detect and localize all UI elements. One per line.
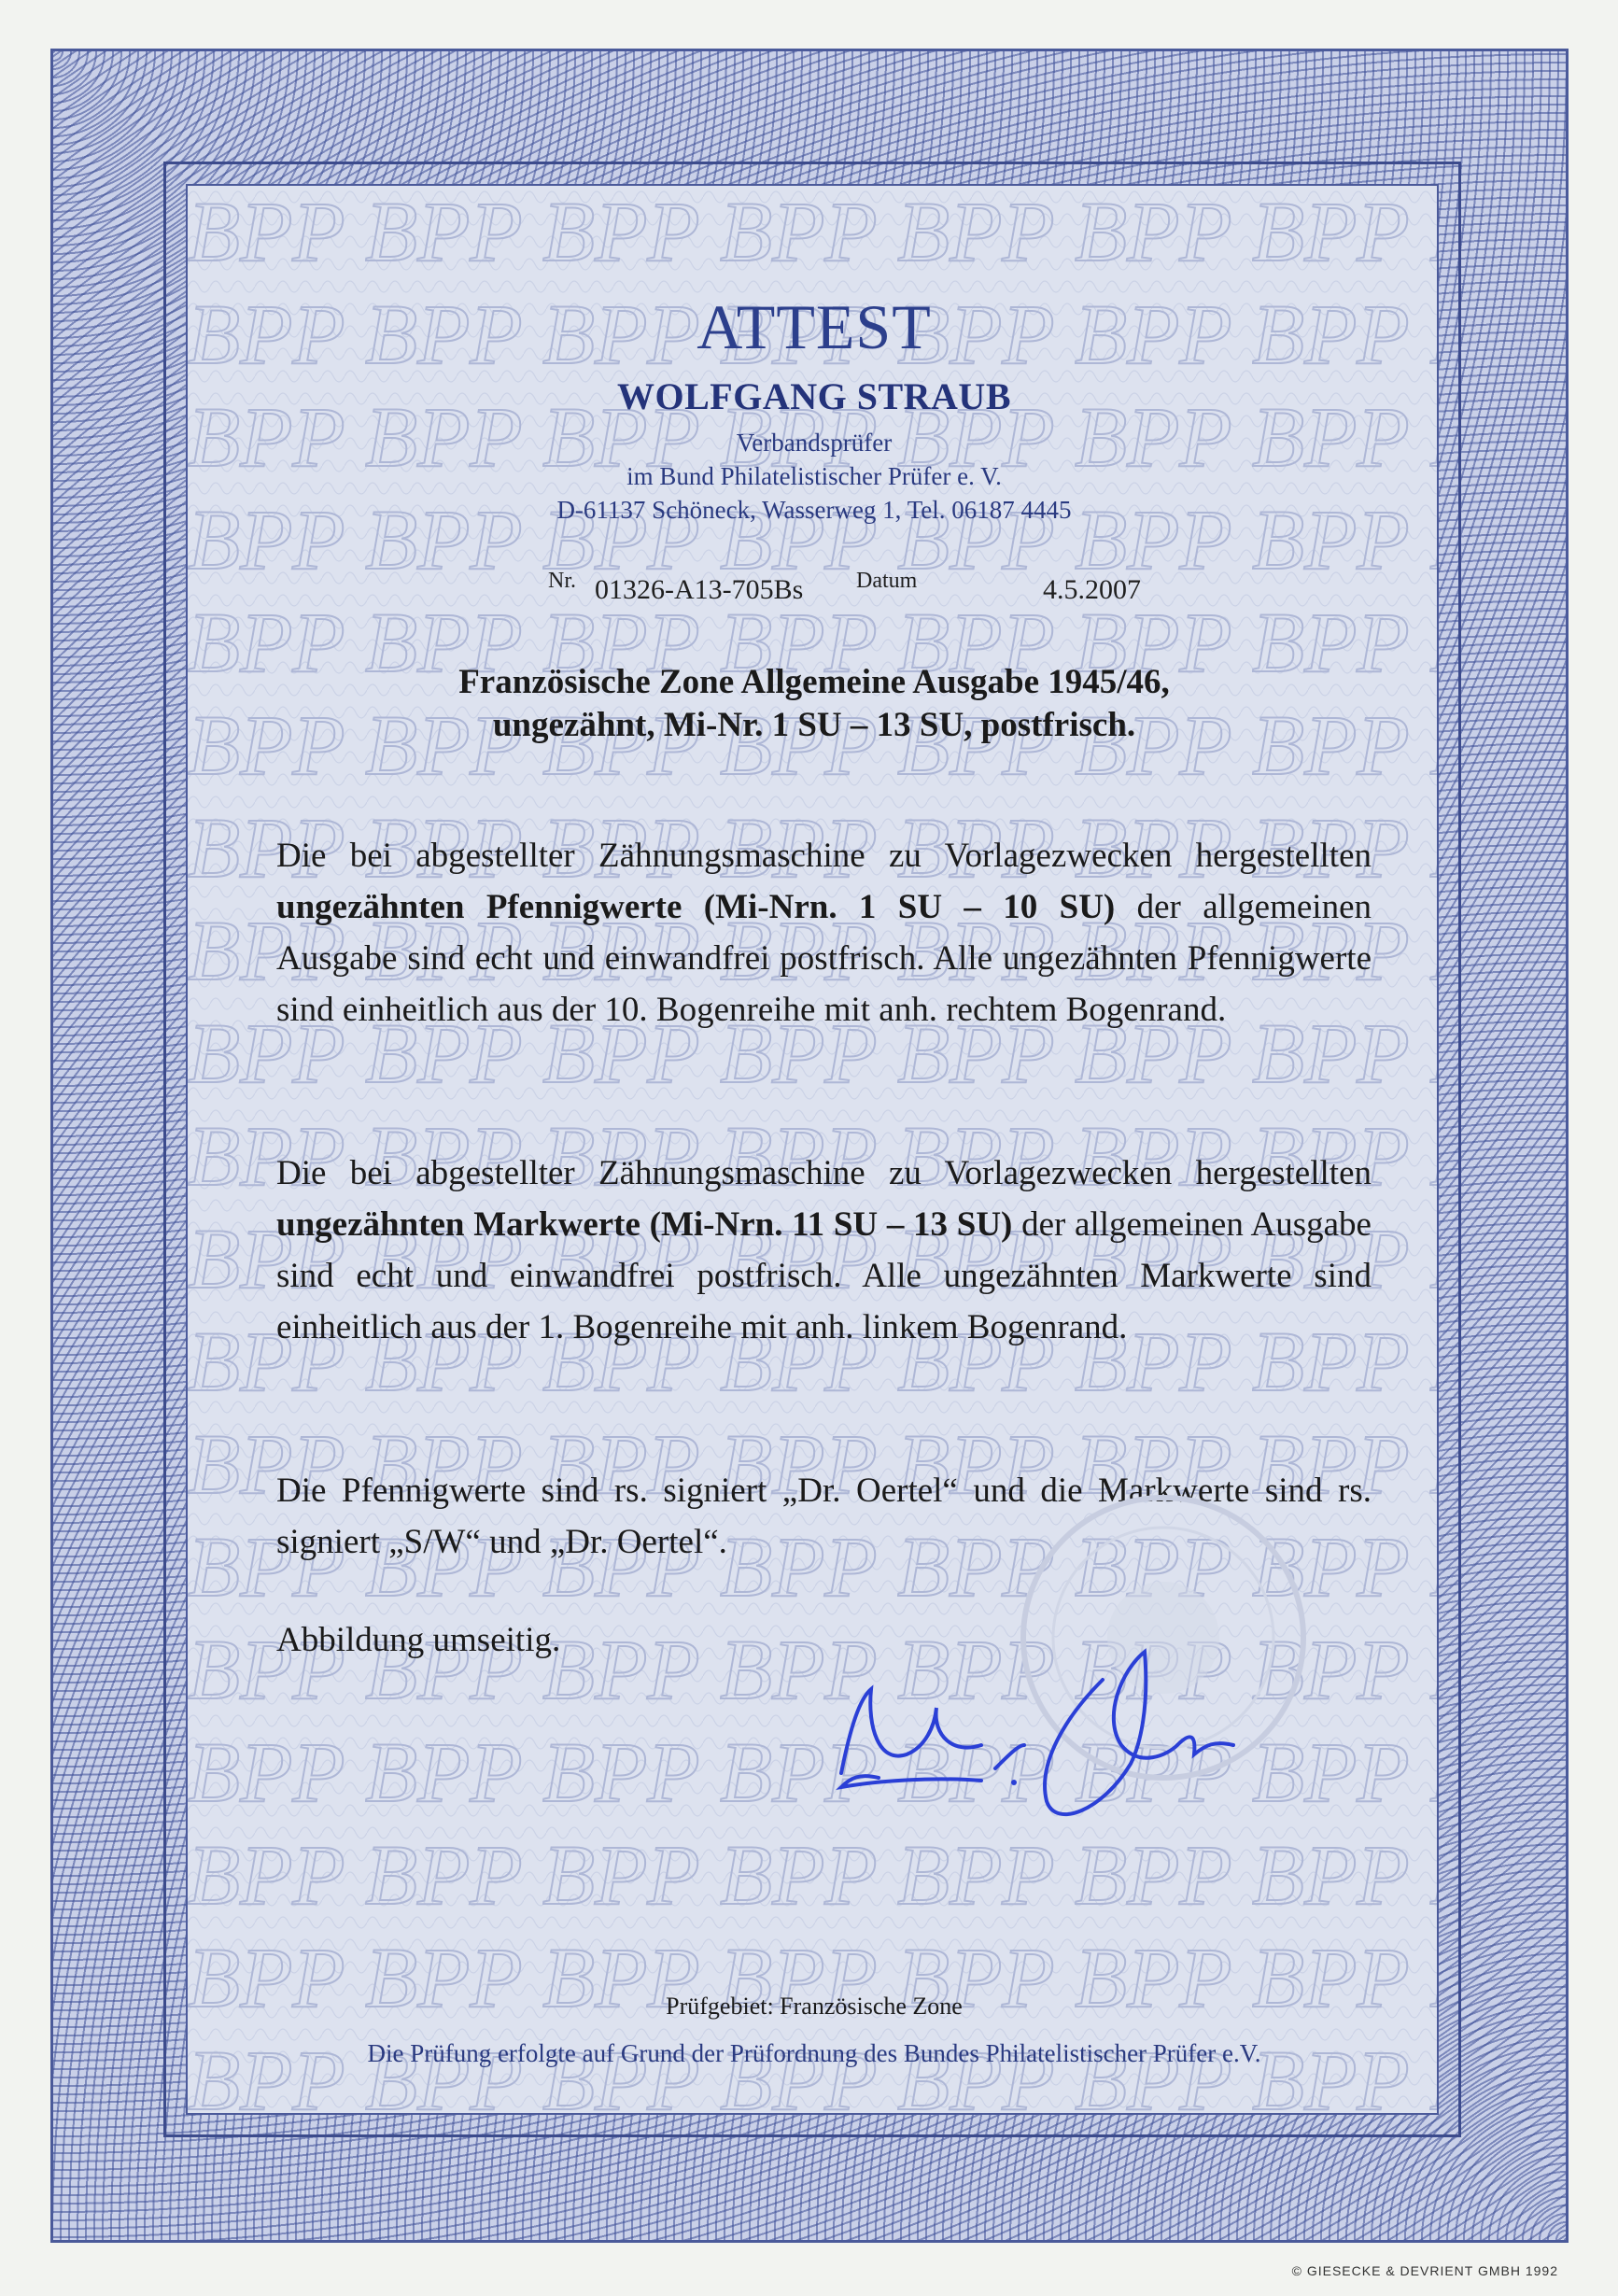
handwritten-signature (823, 1614, 1271, 1848)
paragraph2-text-b: der allgemeinen Ausgabe sind echt und einwandfrei postfrisch. Alle ungezähnten Markwerte sind einheitlich aus der 1. Bogenreihe mit anh. linkem Bogenrand. (276, 1205, 1372, 1346)
subject-heading-line1: Französische Zone Allgemeine Ausgabe 1945/46, (458, 663, 1170, 701)
nr-label: Nr. (548, 569, 576, 593)
certificate-title: ATTEST (696, 291, 932, 362)
paragraph1-bold: ungezähnten Pfennigwerte (Mi-Nrn. 1 SU – 10 SU) (276, 888, 1116, 926)
paragraph-signatures: Die Pfennigwerte sind rs. signiert „Dr. Oertel“ und die Markwerte sind rs. signiert „S/W“ und „Dr. Oertel“. (276, 1472, 1372, 1561)
examiner-name: WOLFGANG STRAUB (617, 375, 1011, 417)
printer-mark: © GIESECKE & DEVRIENT GMBH 1992 (1291, 2263, 1558, 2278)
certificate-date: 4.5.2007 (1043, 574, 1141, 605)
association: im Bund Philatelistischer Prüfer e. V. (626, 462, 1002, 490)
paragraph1-text-b: der allgemeinen Ausgabe sind echt und einwandfrei postfrisch. Alle ungezähnten Pfennigwerte sind einheitlich aus der 10. Bogenreihe mit anh. rechtem Bogenrand. (276, 888, 1372, 1029)
pruefordnung-note: Die Prüfung erfolgte auf Grund der Prüfordnung des Bundes Philatelistischer Prüfer e.V. (367, 2039, 1261, 2067)
subject-heading-line2: ungezähnt, Mi-Nr. 1 SU – 13 SU, postfrisch. (492, 706, 1136, 744)
certificate-number: 01326-A13-705Bs (595, 574, 804, 605)
paragraph2-bold: ungezähnten Markwerte (Mi-Nrn. 11 SU – 13 SU) (276, 1205, 1013, 1244)
reference-line (548, 569, 1202, 610)
examiner-role: Verbandsprüfer (736, 429, 893, 457)
pruefgebiet: Prüfgebiet: Französische Zone (666, 1993, 963, 2020)
paragraph-illustration: Abbildung umseitig. (276, 1621, 561, 1659)
certificate-field (186, 184, 1439, 2115)
guilloche-border (50, 49, 1569, 2243)
paragraph2-text-a: Die bei abgestellter Zähnungsmaschine zu Vorlagezwecken hergestellten (276, 1154, 1372, 1192)
paragraph-markwerte (276, 1148, 1372, 1353)
address: D-61137 Schöneck, Wasserweg 1, Tel. 06187 4445 (556, 496, 1072, 524)
datum-label: Datum (856, 569, 918, 593)
paragraph-pfennigwerte (276, 830, 1372, 1035)
paragraph1-text-a: Die bei abgestellter Zähnungsmaschine zu Vorlagezwecken hergestellten (276, 837, 1372, 875)
